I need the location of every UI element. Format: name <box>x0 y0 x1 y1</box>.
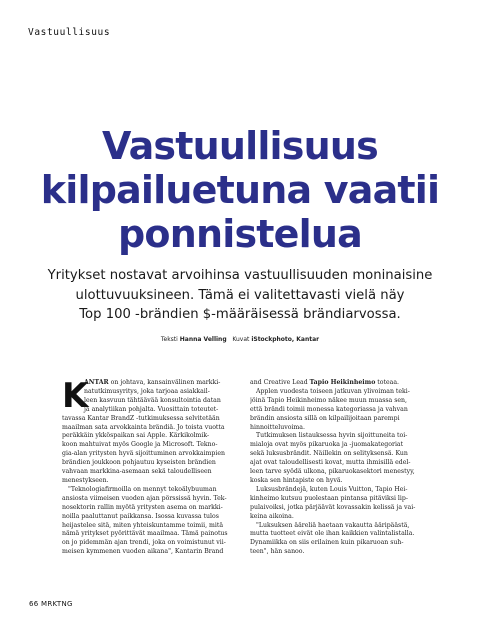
person-name: Tapio Heikinheimo <box>309 379 376 386</box>
body-text-line: mutta tuotteet eivät ole ihan kaikkien valintalistalla. <box>250 530 415 538</box>
magazine-name: MRKTNG <box>41 600 73 608</box>
body-text-line: maailman sata arvokkainta brändiä. Jo toista vuotta <box>62 423 225 431</box>
body-text-line: Luksusbrändejä, kuten Louis Vuitton, Tapio Hei- <box>256 485 408 493</box>
byline <box>0 336 480 343</box>
body-text-line: ansiosta viimeisen vuoden ajan pörssissä hyvin. Tek- <box>62 494 227 502</box>
body-text-line: "Teknologiafirmoilla on mennyt tekoälybuuman <box>68 485 217 493</box>
body-text-line: ANTAR on johtava, kansainvälinen markki- <box>84 379 221 386</box>
body-text-line: hinnoitteluvoima. <box>250 423 305 431</box>
body-text-line: nämä yritykset pyörittävät maailmaa. Tämä painotus <box>62 530 228 538</box>
body-text-line: ja analytiikan pohjalta. Vuosittain toteutet- <box>84 405 219 413</box>
body-text-line: mialoja ovat myös pikaruoka ja -juomakategoriat <box>250 441 404 449</box>
body-text-line: brändin ansiosta sillä on kilpailijoitaan parempi <box>250 414 400 422</box>
body-column-left <box>62 376 242 557</box>
author-name: Hanna Velling <box>179 336 227 343</box>
body-text-line: vahvaan markkina-asemaan sekä taloudelliseen <box>62 468 212 476</box>
body-text-line: heijastelee sitä, miten yhteiskuntamme toimii, mitä <box>62 521 224 529</box>
body-text-line: koska sen hintapiste on hyvä. <box>250 476 343 484</box>
body-text-line: leen tarve syödä ulkona, pikaruokasektori menestyy, <box>250 468 415 476</box>
page-folio <box>29 600 73 608</box>
image-credit: iStockphoto, Kantar <box>251 336 320 343</box>
body-text-line: että brändi toimii monessa kategoriassa ja vahvan <box>250 405 408 413</box>
body-text-line: teen", hän sanoo. <box>250 548 305 556</box>
body-text-line: koon mahtuivat myös Google ja Microsoft. Tekno- <box>62 441 218 449</box>
body-text-line: "Luksuksen ääreliä haetaan vakautta ääripäästä, <box>256 521 410 529</box>
body-text-line: on jo pidemmän ajan trendi, joka on voimistunut vii- <box>62 539 226 547</box>
body-text-line: brändien joukkoon pohjautuu kyseisten brändien <box>62 459 216 467</box>
body-text-line: menestykseen. <box>62 476 109 484</box>
body-text-line: Dynamiikka on siis erilainen kuin pikaruoan suh- <box>250 539 404 547</box>
body-text-line: leen kasvuun tähtäävää konsultointia datan <box>84 396 221 404</box>
body-text-line: natutkimusyritys, joka tarjoaa asiakkail- <box>84 387 210 395</box>
body-text-line: sekä luksusbrändit. Näillekin on selityksensä. Kun <box>250 450 408 458</box>
subtitle-line: ulottuvuuksineen. Tämä ei valitettavasti vielä näy <box>75 287 405 303</box>
images-label: Kuvat <box>232 336 250 343</box>
subtitle-line: Top 100 -brändien $-määräisessä brändiarvossa. <box>79 307 401 322</box>
body-text-line: pulaivoiksi, jotka pärjäävät kovassakin kelissä ja vai- <box>250 503 416 511</box>
text-label: Teksti <box>160 336 178 343</box>
body-text-line: nosektorin rallin myötä yritysten asema on markki- <box>62 503 223 511</box>
body-text-line: gia-alan yritysten hyvä sijoittuminen arvokkaimpien <box>62 450 226 458</box>
body-text-line: keina aikoina. <box>250 512 294 520</box>
body-text-line: peräkkäin ykköspaikan sai Apple. Kärkikolmik- <box>62 432 210 440</box>
headline-line: Vastuullisuus <box>102 124 378 168</box>
body-text-line: and Creative Lead Tapio Heikinheimo toteaa. <box>250 379 400 386</box>
headline-line: kilpailuetuna vaatii <box>40 168 440 212</box>
body-text-line: tavassa Kantar BrandZ -tutkimuksessa selvitetään <box>62 414 220 422</box>
section-label: Vastuullisuus <box>28 27 111 38</box>
body-text-line: ajat ovat taloudellisesti kovat, mutta ihmisillä edel- <box>250 459 411 467</box>
body-text-line: kinheimo kutsuu puolestaan pintansa pitäviksi lip- <box>250 494 408 502</box>
subtitle <box>40 266 440 325</box>
body-column-right <box>250 379 430 557</box>
subtitle-line: Yritykset nostavat arvoihinsa vastuullisuuden moninaisine <box>47 268 433 283</box>
body-text-line: meisen kymmenen vuoden aikana", Kantarin Brand <box>62 548 224 556</box>
body-text-line: Applen vuodesta toiseen jatkuvan ylivoiman teki- <box>256 387 410 395</box>
body-text-line: Tutkimuksen listauksessa hyvin sijoittuneita toi- <box>256 432 408 440</box>
body-text-line: jöinä Tapio Heikinheimo näkee muun muassa sen, <box>250 396 408 404</box>
drop-cap: K <box>62 376 89 416</box>
body-text-line: noilla paaluttanut paikkansa. Isossa kuvassa tulos <box>62 512 219 520</box>
headline-line: ponnistelua <box>118 212 362 256</box>
page-number: 66 <box>29 600 39 608</box>
headline <box>0 124 480 256</box>
